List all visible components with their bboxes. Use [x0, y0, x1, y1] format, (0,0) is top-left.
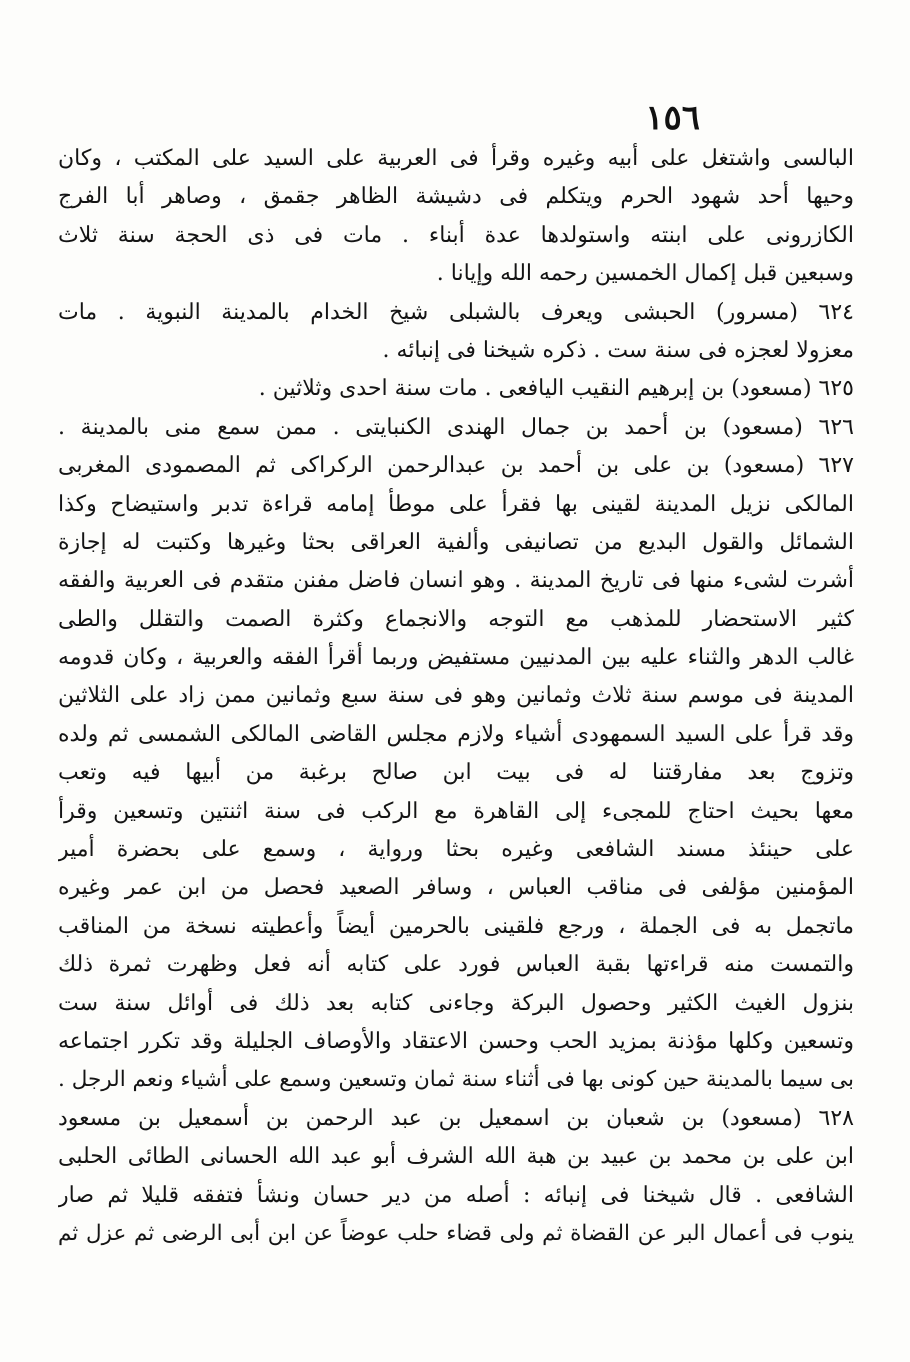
text-line: ماتجمل به فى الجملة ، ورجع فلقينى بالحرمين أيضاً وأعطيته نسخة من المناقب	[58, 913, 854, 939]
text-line: وتسعين وكلها مؤذنة بمزيد الحب وحسن الاعتقاد والأوصاف الجليلة وقد تكرر اجتماعه	[58, 1028, 854, 1054]
text-line: ٦٢٦ (مسعود) بن أحمد بن جمال الهندى الكنبايتى . ممن سمع منى بالمدينة .	[58, 414, 854, 440]
text-line: المدينة فى موسم سنة ثلاث وثمانين وهو فى سنة سبع وثمانين ممن زاد على الثلاثين	[58, 683, 854, 709]
text-line: بى سيما بالمدينة حين كونى بها فى أثناء سنة ثمان وتسعين وسمع على أشياء ونعم الرجل .	[58, 1067, 854, 1093]
text-line: ٦٢٨ (مسعود) بن شعبان بن اسمعيل بن عبد الرحمن بن أسمعيل بن مسعود	[58, 1105, 854, 1131]
text-line: وحيها أحد شهود الحرم ويتكلم فى دشيشة الظاهر جقمق ، وصاهر أبا الفرج	[58, 184, 854, 210]
text-line: بنزول الغيث الكثير وحصول البركة وجاءنى كتابه بعد ذلك فى أوائل سنة ست	[58, 990, 854, 1016]
text-line: وقد قرأ على السيد السمهودى أشياء ولازم مجلس القاضى المالكى الشمسى ثم ولده	[58, 721, 854, 747]
text-line: على حينئذ مسند الشافعى وغيره بحثا ورواية ، وسمع على بحضرة أمير	[58, 837, 854, 863]
text-line: معها بحيث احتاج للمجىء إلى القاهرة مع الركب فى سنة اثنتين وتسعين وقرأ	[58, 798, 854, 824]
text-line: ابن على بن محمد بن عبيد بن هبة الله الشرف أبو عبد الله الحسانى الطائى الحلبى	[58, 1144, 854, 1170]
text-line: وسبعين قبل إكمال الخمسين رحمه الله وإيانا .	[436, 261, 854, 287]
text-line: ٦٢٥ (مسعود) بن إبرهيم النقيب اليافعى . مات سنة احدى وثلاثين .	[258, 376, 854, 402]
text-line: معزولا لعجزه فى سنة ست . ذكره شيخنا فى إنبائه .	[382, 337, 854, 363]
text-line: وتزوج بعد مفارقتنا له فى بيت ابن صالح برغبة من أبيها فيه وتعب	[58, 760, 854, 786]
text-line: الكازرونى على ابنته واستولدها عدة أبناء . مات فى ذى الحجة سنة ثلاث	[58, 222, 854, 248]
text-line: الشافعى . قال شيخنا فى إنبائه : أصله من دير حسان ونشأ فتفقه قليلا ثم صار	[58, 1182, 854, 1208]
text-line: ٦٢٤ (مسرور) الحبشى ويعرف بالشبلى شيخ الخدام بالمدينة النبوية . مات	[58, 299, 854, 325]
arabic-text-body	[58, 140, 854, 1253]
text-line: ينوب فى أعمال البر عن القضاة ثم ولى قضاء حلب عوضاً عن ابن أبى الرضى ثم عزل ثم	[58, 1220, 854, 1246]
text-line: ٦٢٧ (مسعود) بن على بن أحمد بن عبدالرحمن الركراكى ثم المصمودى المغربى	[58, 453, 854, 479]
text-line: المؤمنين مؤلفى فى مناقب العباس ، وسافر الصعيد فحصل من ابن عمر وغيره	[58, 875, 854, 901]
text-line: المالكى نزيل المدينة لقينى بها فقرأ على موطأ إمامه قراءة تدبر واستيضاح وكذا	[58, 491, 854, 517]
text-line: كثير الاستحضار للمذهب مع التوجه والانجماع وكثرة الصمت والتقلل والطى	[58, 606, 854, 632]
text-line: والتمست منه قراءتها بقبة العباس فورد على كتابه أنه فعل وظهرت ثمرة ذلك	[58, 952, 854, 978]
page-number: ١٥٦	[645, 98, 700, 138]
text-line: الشمائل والقول البديع من تصانيفى وألفية العراقى بحثا وغيرها وكتبت له إجازة	[58, 529, 854, 555]
text-line: أشرت لشىء منها فى تاريخ المدينة . وهو انسان فاضل مفنن متقدم فى العربية والفقه	[58, 568, 854, 594]
text-line: البالسى واشتغل على أبيه وغيره وقرأ فى العربية على السيد على المكتب ، وكان	[58, 146, 854, 171]
text-line: غالب الدهر والثناء عليه بين المدنيين مستفيض وربما أقرأ الفقه والعربية ، وكان قدومه	[58, 645, 854, 671]
